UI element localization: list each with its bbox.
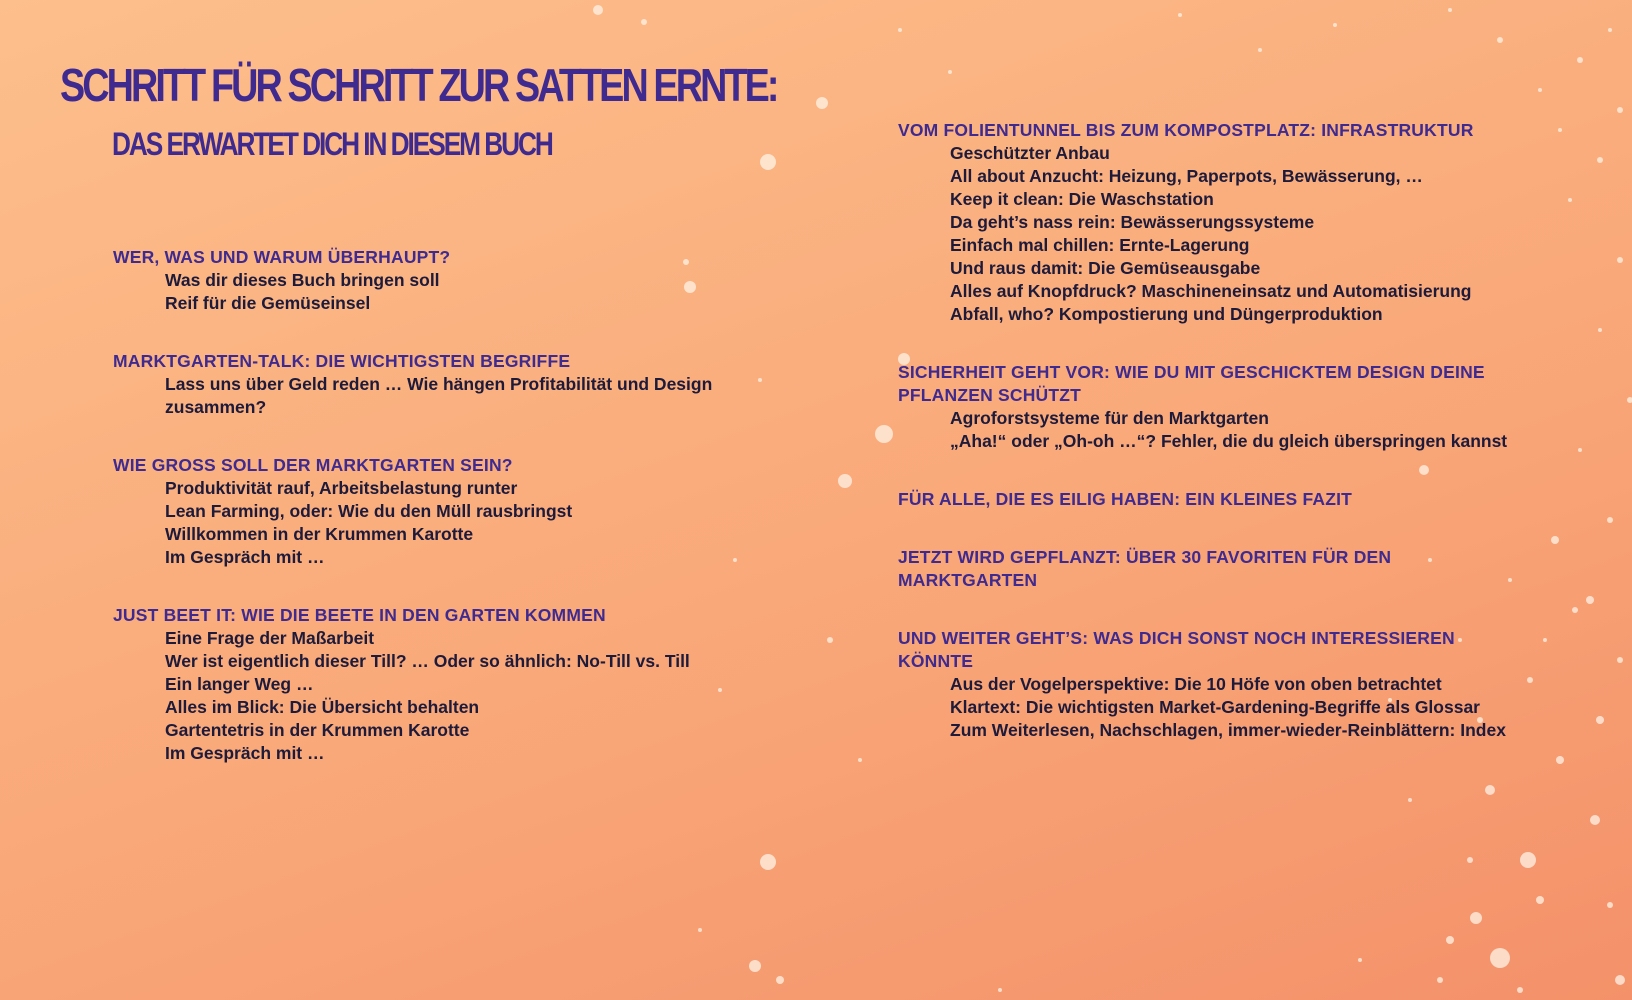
section-items <box>113 627 713 765</box>
toc-entry: Lean Farming, oder: Wie du den Müll rausbringst <box>165 501 573 521</box>
toc-entry: Abfall, who? Kompostierung und Düngerproduktion <box>950 304 1383 324</box>
toc-entry: All about Anzucht: Heizung, Paperpots, Bewässerung, … <box>950 166 1423 186</box>
section-items <box>113 477 713 569</box>
section-items <box>113 373 713 419</box>
toc-section <box>898 488 1518 511</box>
toc-entry: Gartentetris in der Krummen Karotte <box>165 720 470 740</box>
toc-entry: Da geht’s nass rein: Bewässerungssysteme <box>950 212 1315 232</box>
section-heading: MARKTGARTEN-TALK: DIE WICHTIGSTEN BEGRIFFE <box>113 351 571 371</box>
toc-entry: Agroforstsysteme für den Marktgarten <box>950 408 1269 428</box>
toc-entry: Wer ist eigentlich dieser Till? … Oder so ähnlich: No-Till vs. Till <box>165 651 690 671</box>
section-heading: JETZT WIRD GEPFLANZT: ÜBER 30 FAVORITEN FÜR DEN MARKTGARTEN <box>898 547 1392 590</box>
section-items <box>898 673 1518 742</box>
section-items <box>898 407 1518 453</box>
section-heading: JUST BEET IT: WIE DIE BEETE IN DEN GARTEN KOMMEN <box>113 605 606 625</box>
toc-section <box>898 627 1518 742</box>
toc-entry: Alles im Blick: Die Übersicht behalten <box>165 697 480 717</box>
page-title: SCHRITT FÜR SCHRITT ZUR SATTEN ERNTE: <box>60 59 777 111</box>
section-heading: SICHERHEIT GEHT VOR: WIE DU MIT GESCHICKTEM DESIGN DEINE PFLANZEN SCHÜTZT <box>898 362 1485 405</box>
toc-right-column <box>898 119 1518 742</box>
toc-entry: „Aha!“ oder „Oh-oh …“? Fehler, die du gleich überspringen kannst <box>950 431 1508 451</box>
toc-entry: Lass uns über Geld reden … Wie hängen Profitabilität und Design zusammen? <box>165 374 713 417</box>
page-subtitle: DAS ERWARTET DICH IN DIESEM BUCH <box>112 126 552 162</box>
section-heading: FÜR ALLE, DIE ES EILIG HABEN: EIN KLEINES FAZIT <box>898 489 1353 509</box>
toc-entry: Was dir dieses Buch bringen soll <box>165 270 440 290</box>
toc-entry: Aus der Vogelperspektive: Die 10 Höfe von oben betrachtet <box>950 674 1442 694</box>
section-heading: VOM FOLIENTUNNEL BIS ZUM KOMPOSTPLATZ: INFRASTRUKTUR <box>898 120 1474 140</box>
toc-entry: Und raus damit: Die Gemüseausgabe <box>950 258 1261 278</box>
section-heading: WER, WAS UND WARUM ÜBERHAUPT? <box>113 247 451 267</box>
toc-entry: Einfach mal chillen: Ernte-Lagerung <box>950 235 1250 255</box>
toc-entry: Ein langer Weg … <box>165 674 314 694</box>
toc-section <box>113 246 713 315</box>
section-heading: WIE GROSS SOLL DER MARKTGARTEN SEIN? <box>113 455 513 475</box>
section-items <box>898 142 1518 326</box>
toc-section <box>898 546 1518 592</box>
toc-left-column <box>113 246 713 765</box>
toc-entry: Im Gespräch mit … <box>165 743 325 763</box>
toc-entry: Keep it clean: Die Waschstation <box>950 189 1214 209</box>
toc-section <box>113 350 713 419</box>
toc-section <box>898 361 1518 453</box>
toc-entry: Zum Weiterlesen, Nachschlagen, immer-wieder-Reinblättern: Index <box>950 720 1506 740</box>
toc-entry: Klartext: Die wichtigsten Market-Gardening-Begriffe als Glossar <box>950 697 1480 717</box>
toc-entry: Eine Frage der Maßarbeit <box>165 628 375 648</box>
toc-section <box>113 454 713 569</box>
toc-entry: Willkommen in der Krummen Karotte <box>165 524 474 544</box>
toc-section <box>898 119 1518 326</box>
section-items <box>113 269 713 315</box>
toc-section <box>113 604 713 765</box>
toc-entry: Geschützter Anbau <box>950 143 1110 163</box>
toc-entry: Im Gespräch mit … <box>165 547 325 567</box>
section-heading: UND WEITER GEHT’S: WAS DICH SONST NOCH INTERESSIEREN KÖNNTE <box>898 628 1455 671</box>
toc-entry: Produktivität rauf, Arbeitsbelastung runter <box>165 478 518 498</box>
toc-entry: Reif für die Gemüseinsel <box>165 293 371 313</box>
toc-entry: Alles auf Knopfdruck? Maschineneinsatz und Automatisierung <box>950 281 1472 301</box>
